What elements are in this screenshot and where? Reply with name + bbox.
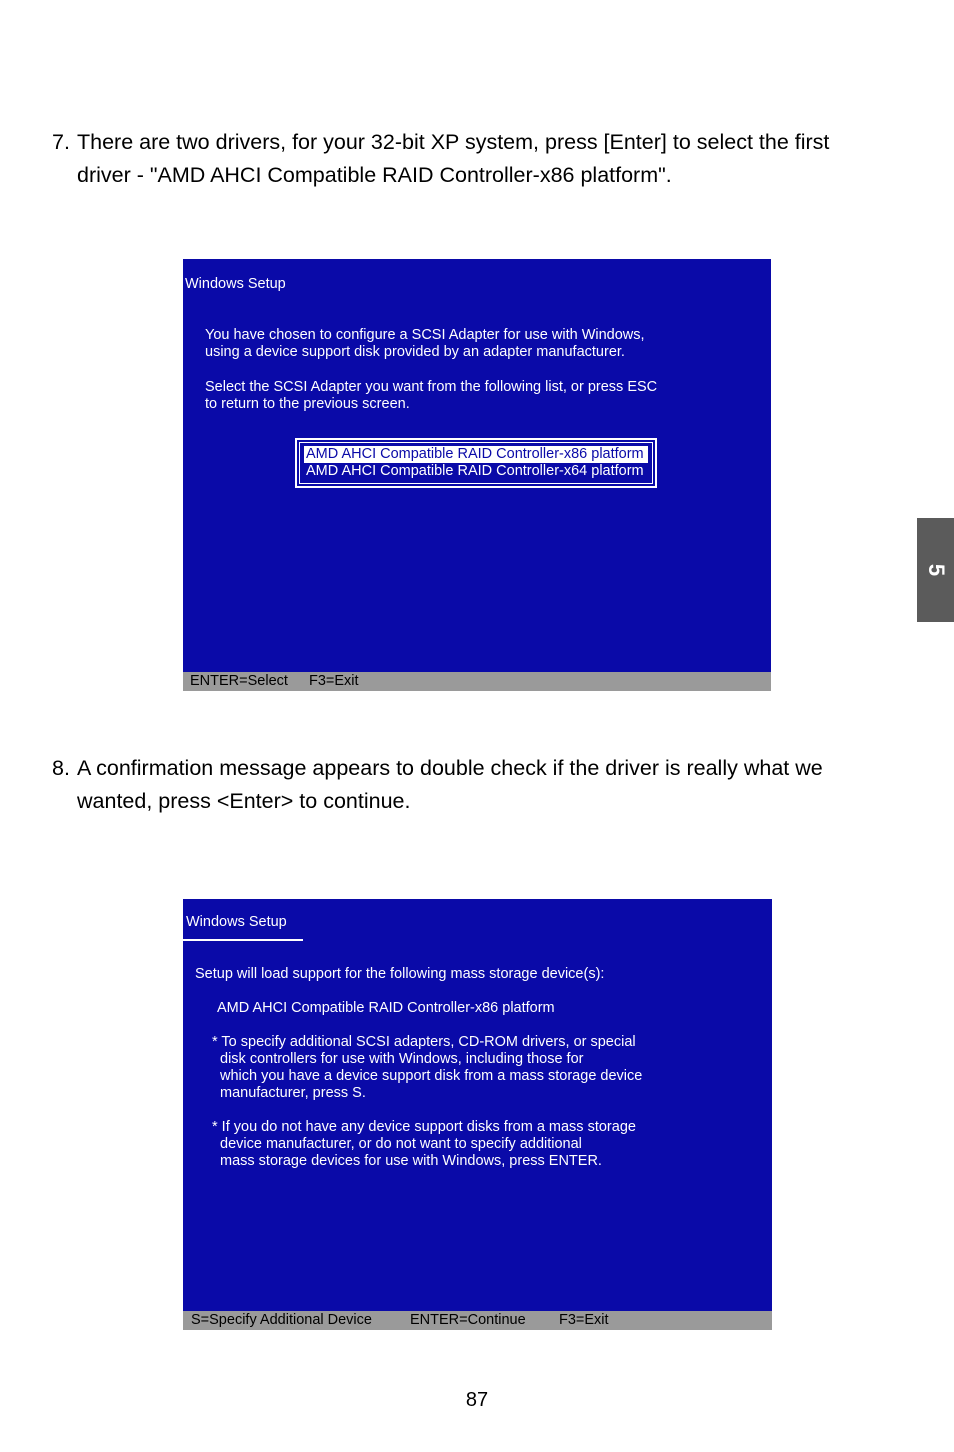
- setup-title: Windows Setup: [185, 276, 286, 292]
- info-text: to return to the previous screen.: [205, 396, 410, 412]
- windows-setup-screen-select-adapter: [183, 259, 771, 691]
- status-specify-device: S=Specify Additional Device: [191, 1312, 372, 1328]
- note-text: manufacturer, press S.: [220, 1085, 366, 1101]
- note-text: mass storage devices for use with Windows, press ENTER.: [220, 1153, 602, 1169]
- chapter-number: 5: [923, 563, 949, 577]
- step-number: 8.: [52, 756, 70, 780]
- step-text-line: There are two drivers, for your 32-bit XP system, press [Enter] to select the first: [77, 130, 830, 154]
- device-name: AMD AHCI Compatible RAID Controller-x86 platform: [217, 1000, 555, 1016]
- step-text-line: wanted, press <Enter> to continue.: [77, 789, 411, 813]
- windows-setup-screen-confirm: [183, 899, 772, 1330]
- note-text: device manufacturer, or do not want to specify additional: [220, 1136, 582, 1152]
- note-text: which you have a device support disk from a mass storage device: [220, 1068, 643, 1084]
- page-number: 87: [465, 1389, 489, 1411]
- setup-title: Windows Setup: [186, 914, 287, 930]
- status-f3-exit: F3=Exit: [309, 673, 359, 689]
- status-bar: [183, 672, 771, 691]
- info-text: using a device support disk provided by an adapter manufacturer.: [205, 344, 625, 360]
- status-bar: [183, 1311, 772, 1330]
- info-text: Select the SCSI Adapter you want from the following list, or press ESC: [205, 379, 658, 395]
- adapter-list: [295, 438, 657, 488]
- status-enter-continue: ENTER=Continue: [410, 1312, 526, 1328]
- adapter-option-x64[interactable]: AMD AHCI Compatible RAID Controller-x64 platform: [306, 463, 644, 479]
- adapter-option-x86[interactable]: AMD AHCI Compatible RAID Controller-x86 platform: [304, 446, 648, 463]
- intro-text: Setup will load support for the following mass storage device(s):: [195, 966, 605, 982]
- step-text-line: driver - "AMD AHCI Compatible RAID Controller-x86 platform".: [77, 163, 672, 187]
- status-f3-exit: F3=Exit: [559, 1312, 609, 1328]
- step-8: [52, 752, 872, 818]
- chapter-tab: [917, 518, 954, 622]
- note-text: disk controllers for use with Windows, including those for: [220, 1051, 584, 1067]
- title-underline: [183, 939, 303, 941]
- step-text-line: A confirmation message appears to double check if the driver is really what we: [77, 756, 823, 780]
- info-text: You have chosen to configure a SCSI Adapter for use with Windows,: [205, 327, 645, 343]
- step-number: 7.: [52, 130, 70, 154]
- note-text: * To specify additional SCSI adapters, CD-ROM drivers, or special: [212, 1034, 636, 1050]
- note-text: * If you do not have any device support disks from a mass storage: [212, 1119, 636, 1135]
- status-enter-select: ENTER=Select: [190, 673, 288, 689]
- step-7: [52, 126, 872, 192]
